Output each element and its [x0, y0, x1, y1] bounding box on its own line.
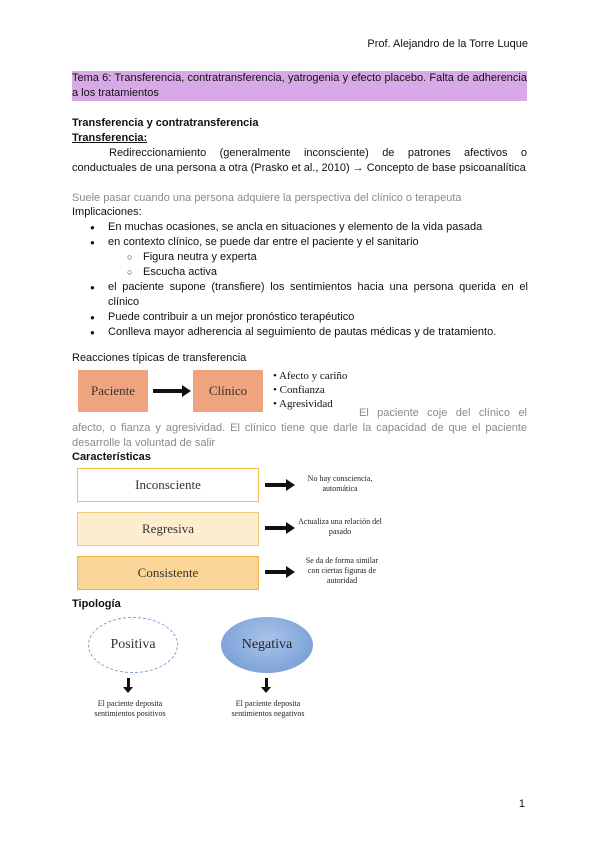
char-desc-inconsciente: No hay consciencia, automática [307, 474, 373, 493]
positive-label: Positiva [110, 637, 156, 652]
typology-title: Tipología [72, 598, 121, 610]
negative-desc: El paciente deposita sentimientos negativos [231, 699, 305, 718]
list-item: • Afecto y cariño [273, 370, 348, 382]
list-item: ○ Figura neutra y experta [143, 250, 528, 265]
arrow-icon [265, 483, 287, 487]
arrow-down-icon [123, 687, 133, 693]
list-item: • Confianza [273, 384, 325, 396]
list-item-text: Agresividad [279, 398, 333, 410]
list-item: ● En muchas ocasiones, se ancla en situaciones y elemento de la vida pasada [108, 220, 528, 235]
patient-box: Paciente [78, 370, 148, 412]
arrow-icon [265, 570, 287, 574]
list-item-text: Confianza [279, 384, 325, 396]
definition-body: Redireccionamiento (generalmente inconsciente) de patrones afectivos o conductuales de una persona a otra (Prasko et al., 2010) → Concepto de base psicoanalítica [72, 147, 527, 174]
section-heading: Transferencia y contratransferencia [72, 117, 259, 129]
reactions-title: Reacciones típicas de transferencia [72, 352, 247, 364]
reactions-note [72, 406, 527, 451]
reactions-list [273, 369, 347, 411]
characteristics-title: Características [72, 451, 151, 463]
list-item: ● Conlleva mayor adherencia al seguimiento de pautas médicas y de tratamiento. [108, 325, 528, 340]
list-item: • Agresividad [273, 398, 333, 410]
transferencia-subheading: Transferencia: [72, 132, 148, 144]
note-text: Suele pasar cuando una persona adquiere la perspectiva del clínico o terapeuta [72, 192, 462, 204]
char-box-inconsciente: Inconsciente [77, 468, 259, 502]
list-item-text: Afecto y cariño [279, 370, 348, 382]
definition-text [72, 146, 527, 176]
topic-title: Tema 6: Transferencia, contratransferencia, yatrogenia y efecto placebo. Falta de adherencia a los tratamientos [72, 72, 527, 99]
char-box-regresiva: Regresiva [77, 512, 259, 546]
positive-desc: El paciente deposita sentimientos positivos [94, 699, 166, 718]
char-box-consistente: Consistente [77, 556, 259, 590]
header-author: Prof. Alejandro de la Torre Luque [367, 38, 528, 50]
reactions-note-text: El paciente coje del clínico el afecto, o fianza y agresividad. El clínico tiene que darle la capacidad de que el paciente desarrolle la voluntad de salir [72, 407, 527, 449]
implications-label: Implicaciones: [72, 206, 142, 218]
implications-list [108, 220, 528, 340]
list-item: ● Puede contribuir a un mejor pronóstico terapéutico [108, 310, 528, 325]
positive-ellipse [88, 617, 178, 673]
negative-ellipse [221, 617, 313, 673]
char-desc-consistente: Se da de forma similar con ciertas figuras de autoridad [305, 556, 379, 585]
page-number: 1 [518, 798, 525, 810]
list-item: ● el paciente supone (transfiere) los sentimientos hacia una persona querida en el clínico [108, 280, 528, 310]
char-desc-regresiva: Actualiza una relación del pasado [298, 517, 382, 536]
arrow-down-icon [261, 687, 271, 693]
negative-label: Negativa [241, 637, 293, 652]
list-item: ○ Escucha activa [143, 265, 528, 280]
arrow-icon [265, 526, 287, 530]
arrow-icon [153, 389, 183, 393]
clinician-box: Clínico [193, 370, 263, 412]
list-item: ● en contexto clínico, se puede dar entre el paciente y el sanitario [108, 235, 528, 250]
